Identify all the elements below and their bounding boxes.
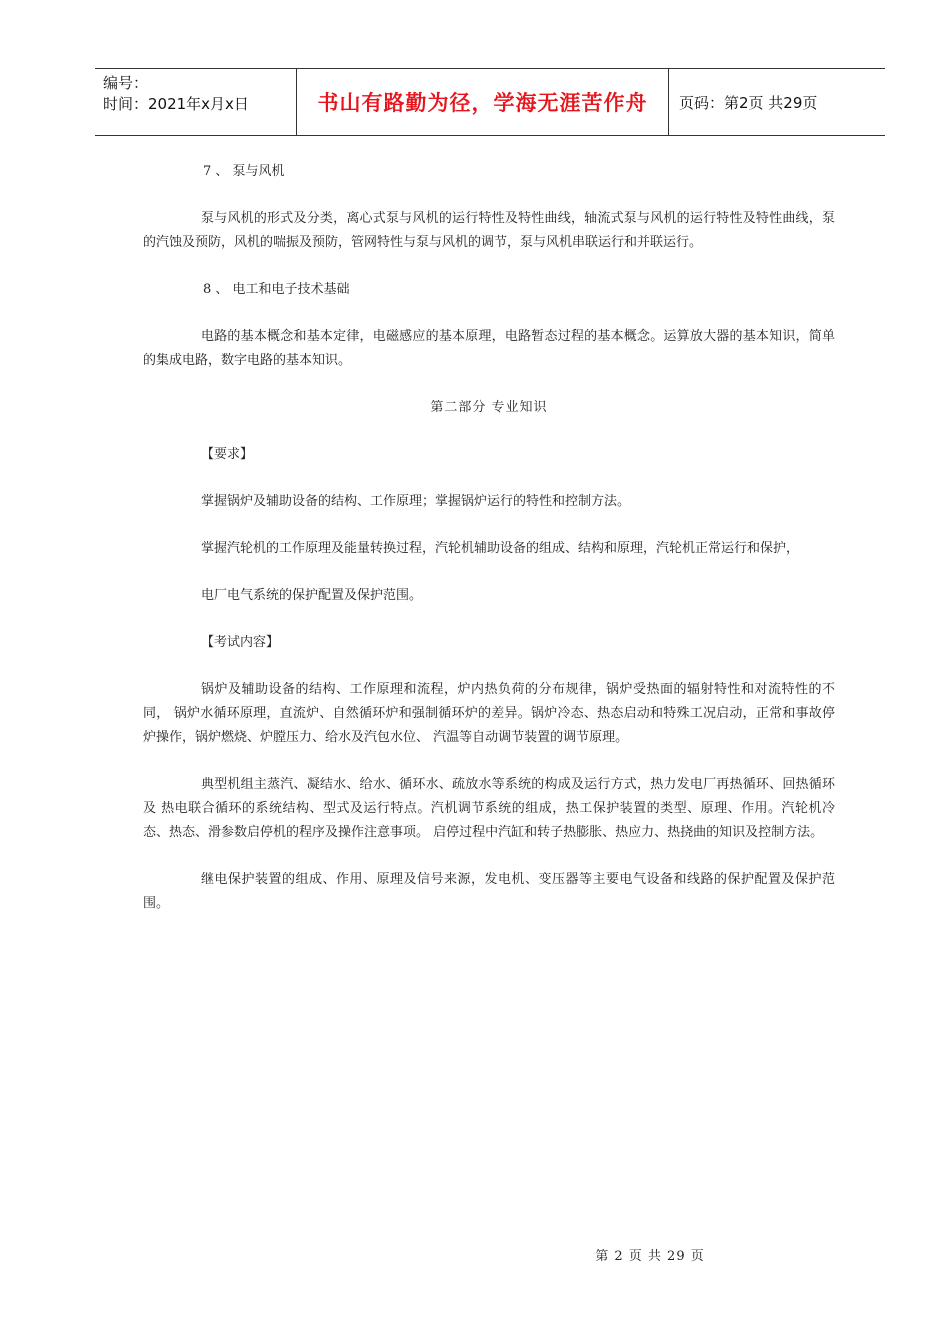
section-7-body: 泵与风机的形式及分类，离心式泵与风机的运行特性及特性曲线，轴流式泵与风机的运行特性及特性曲线，泵的汽蚀及预防，风机的喘振及预防，管网特性与泵与风机的调节，泵与风机串联运行和并联运行。 [143, 211, 835, 250]
time-label: 时间：2021年x月x日 [103, 95, 249, 113]
motto-text: 书山有路勤为径，学海无涯苦作舟 [317, 91, 648, 115]
part-2-title: 第二部分 专业知识 [430, 400, 548, 415]
page-info-cell [669, 69, 885, 135]
page-footer [0, 1245, 950, 1264]
page-info-text: 页码：第2页 共29页 [679, 93, 818, 112]
exam-content-2: 典型机组主蒸汽、凝结水、给水、循环水、疏放水等系统的构成及运行方式，热力发电厂再热循环、回热循环及 热电联合循环的系统结构、型式及运行特点。汽机调节系统的组成，热工保护装置的类型、原理、作用。汽轮机冷态、热态、滑参数启停机的程序及操作注意事项。 启停过程中汽缸和转子热膨胀、热应力、热挠曲的知识及控制方法。 [143, 777, 835, 840]
section-8-body: 电路的基本概念和基本定律，电磁感应的基本原理，电路暂态过程的基本概念。运算放大器的基本知识，简单的集成电路，数字电路的基本知识。 [143, 329, 835, 368]
exam-content-3: 继电保护装置的组成、作用、原理及信号来源，发电机、变压器等主要电气设备和线路的保护配置及保护范围。 [143, 872, 835, 911]
requirement-3: 电厂电气系统的保护配置及保护范围。 [201, 588, 423, 603]
document-body [143, 160, 835, 916]
section-7-heading: 7 、 泵与风机 [203, 164, 285, 179]
section-8-heading: 8 、 电工和电子技术基础 [203, 282, 350, 297]
requirement-2: 掌握汽轮机的工作原理及能量转换过程，汽轮机辅助设备的组成、结构和原理，汽轮机正常运行和保护， [201, 541, 800, 556]
serial-label: 编号： [103, 74, 149, 92]
motto-cell [297, 69, 669, 135]
exam-content-1: 锅炉及辅助设备的结构、工作原理和流程，炉内热负荷的分布规律，锅炉受热面的辐射特性和对流特性的不同， 锅炉水循环原理，直流炉、自然循环炉和强制循环炉的差异。锅炉冷态、热态启动和特殊工况启动，正常和事故停炉操作，锅炉燃烧、炉膛压力、给水及汽包水位、 汽温等自动调节装置的调节原理。 [143, 682, 835, 745]
page-header [95, 68, 885, 136]
header-meta-cell [95, 69, 297, 135]
requirements-heading: 【要求】 [201, 447, 254, 462]
exam-content-heading: 【考试内容】 [201, 635, 280, 650]
footer-page-number: 第 2 页 共 29 页 [595, 1249, 705, 1264]
requirement-1: 掌握锅炉及辅助设备的结构、工作原理；掌握锅炉运行的特性和控制方法。 [201, 494, 631, 509]
